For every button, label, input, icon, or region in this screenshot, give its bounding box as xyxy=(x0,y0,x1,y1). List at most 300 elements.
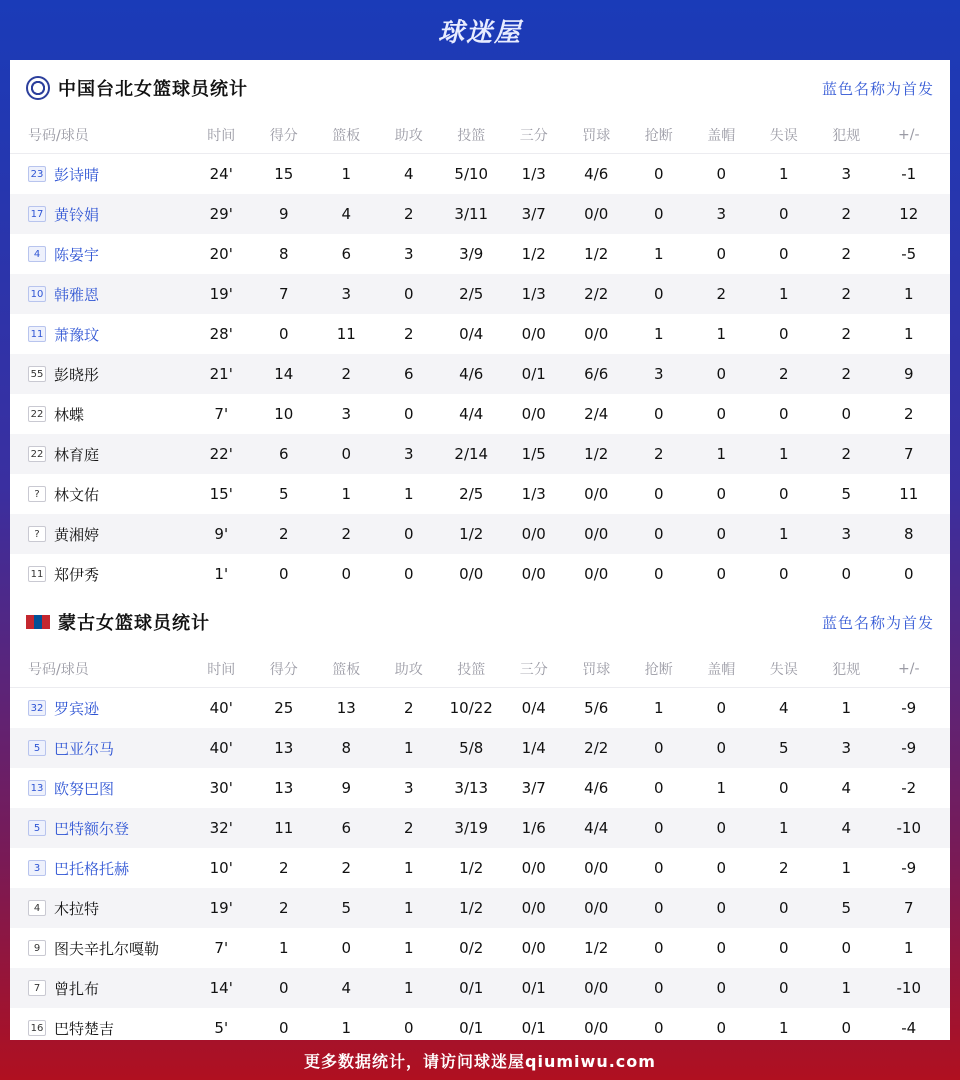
stat-cell: 1 xyxy=(716,779,727,797)
stat-cell: 1/2 xyxy=(459,525,484,543)
stat-cell: 0 xyxy=(716,819,727,837)
player-name[interactable]: 陈晏宇 xyxy=(54,245,100,264)
stat-cell: 11 xyxy=(336,325,356,343)
stat-cell: 40' xyxy=(209,739,233,757)
stat-cell: 15 xyxy=(274,165,294,183)
stat-cell: 9' xyxy=(214,525,229,543)
stat-cell: 1 xyxy=(403,979,414,997)
player-name[interactable]: 图夫辛扎尔嘎勒 xyxy=(54,939,160,958)
stat-cell: 1 xyxy=(778,819,789,837)
stat-cell: 6/6 xyxy=(584,365,609,383)
stat-cell: 4/6 xyxy=(584,779,609,797)
player-cell xyxy=(10,978,190,999)
stat-cell: 0 xyxy=(778,485,789,503)
stat-cell: 1/6 xyxy=(521,819,546,837)
team-section xyxy=(10,594,950,1048)
stat-cell: 4 xyxy=(841,779,852,797)
chinese-taipei-olympic-flag-icon xyxy=(26,76,50,100)
player-cell xyxy=(10,444,190,465)
stat-cell: 8 xyxy=(341,739,352,757)
stat-cell: 25 xyxy=(274,699,294,717)
jersey-number-badge: 5 xyxy=(28,820,46,836)
column-header[interactable]: 失误 xyxy=(769,127,798,144)
player-row xyxy=(10,554,950,594)
column-header[interactable]: 投篮 xyxy=(457,661,486,678)
stat-cell: 0 xyxy=(653,1019,664,1037)
stat-cell: 0 xyxy=(653,859,664,877)
stat-cell: 0 xyxy=(778,979,789,997)
stat-cell: 3 xyxy=(653,365,664,383)
starter-hint: 蓝色名称为首发 xyxy=(821,613,934,632)
player-name[interactable]: 巴特额尔登 xyxy=(54,819,130,838)
stat-cell: 0/1 xyxy=(459,1019,484,1037)
stat-cell: 5 xyxy=(841,485,852,503)
player-name[interactable]: 彭晓彤 xyxy=(54,365,100,384)
player-row xyxy=(10,514,950,554)
jersey-number-badge: 4 xyxy=(28,246,46,262)
stat-cell: 0 xyxy=(716,739,727,757)
stat-cell: 1 xyxy=(403,739,414,757)
column-header[interactable]: 篮板 xyxy=(332,661,361,678)
stat-cell: 0/4 xyxy=(459,325,484,343)
column-header[interactable]: 助攻 xyxy=(394,661,423,678)
stat-cell: 0/0 xyxy=(521,325,546,343)
stat-cell: 1 xyxy=(778,445,789,463)
stat-cell: 1 xyxy=(841,979,852,997)
jersey-number-badge: 11 xyxy=(28,566,46,582)
stat-cell: -10 xyxy=(896,979,921,997)
player-name[interactable]: 黄湘婷 xyxy=(54,525,100,544)
stat-cell: 1/3 xyxy=(521,165,546,183)
stat-cell: 2 xyxy=(403,699,414,717)
stat-cell: 1 xyxy=(778,285,789,303)
jersey-number-badge: 23 xyxy=(28,166,46,182)
player-row xyxy=(10,194,950,234)
stat-cell: 10 xyxy=(274,405,294,423)
stat-cell: 0/1 xyxy=(521,979,546,997)
stat-cell: 3/19 xyxy=(454,819,489,837)
player-row xyxy=(10,808,950,848)
player-name[interactable]: 木拉特 xyxy=(54,899,100,918)
stat-cell: 0 xyxy=(653,979,664,997)
stat-cell: 3/7 xyxy=(521,779,546,797)
stat-cell: 1/2 xyxy=(584,445,609,463)
stat-cell: 28' xyxy=(209,325,233,343)
stat-cell: -5 xyxy=(901,245,917,263)
stat-cell: 1 xyxy=(903,939,914,957)
column-header[interactable]: 失误 xyxy=(769,661,798,678)
stat-cell: 0 xyxy=(653,165,664,183)
stat-cell: 0 xyxy=(778,939,789,957)
player-row xyxy=(10,394,950,434)
stat-cell: 5' xyxy=(214,1019,229,1037)
column-header[interactable]: 抢断 xyxy=(644,661,673,678)
player-row xyxy=(10,728,950,768)
player-row xyxy=(10,928,950,968)
column-header[interactable]: 盖帽 xyxy=(707,127,736,144)
player-name[interactable]: 黄铃娟 xyxy=(54,205,100,224)
jersey-number-badge: 17 xyxy=(28,206,46,222)
stat-cell: 0/0 xyxy=(584,565,609,583)
stat-cell: 0 xyxy=(778,325,789,343)
stat-cell: 0 xyxy=(653,899,664,917)
stat-cell: 11 xyxy=(274,819,294,837)
player-row xyxy=(10,474,950,514)
stat-cell: 1 xyxy=(403,899,414,917)
team-section xyxy=(10,60,950,594)
stat-cell: 5 xyxy=(278,485,289,503)
stat-cell: 2 xyxy=(403,205,414,223)
stat-cell: 1 xyxy=(341,1019,352,1037)
player-row xyxy=(10,434,950,474)
player-name[interactable]: 曾扎布 xyxy=(54,979,100,998)
stat-cell: 0 xyxy=(278,325,289,343)
stat-cell: 1 xyxy=(716,445,727,463)
player-cell xyxy=(10,404,190,425)
stat-cell: 0 xyxy=(716,899,727,917)
stat-cell: 0 xyxy=(403,525,414,543)
stat-cell: 0 xyxy=(716,859,727,877)
player-row xyxy=(10,234,950,274)
stat-cell: 0/4 xyxy=(521,699,546,717)
jersey-number-badge: 55 xyxy=(28,366,46,382)
stat-cell: 0/0 xyxy=(584,325,609,343)
stat-cell: 4 xyxy=(341,205,352,223)
stat-cell: 10/22 xyxy=(449,699,493,717)
player-cell xyxy=(10,1018,190,1039)
column-header[interactable]: +/- xyxy=(898,126,920,143)
stat-cell: 0 xyxy=(716,525,727,543)
player-cell xyxy=(10,564,190,585)
stat-cell: 1/5 xyxy=(521,445,546,463)
stat-cell: 1 xyxy=(278,939,289,957)
stat-cell: 1 xyxy=(716,325,727,343)
player-cell xyxy=(10,284,190,305)
stat-cell: 0 xyxy=(778,205,789,223)
stat-cell: 0/0 xyxy=(521,899,546,917)
stat-cell: 32' xyxy=(209,819,233,837)
jersey-number-badge: 10 xyxy=(28,286,46,302)
stat-cell: 0/0 xyxy=(584,485,609,503)
stat-cell: 0 xyxy=(403,1019,414,1037)
player-cell xyxy=(10,858,190,879)
player-cell xyxy=(10,738,190,759)
column-header[interactable]: 盖帽 xyxy=(707,661,736,678)
jersey-number-badge: 4 xyxy=(28,900,46,916)
jersey-number-badge: 32 xyxy=(28,700,46,716)
stat-cell: 40' xyxy=(209,699,233,717)
stat-cell: 2 xyxy=(778,365,789,383)
stat-cell: 0 xyxy=(716,405,727,423)
stat-cell: 4 xyxy=(341,979,352,997)
jersey-number-badge: 22 xyxy=(28,406,46,422)
stat-cell: 13 xyxy=(274,739,294,757)
stat-cell: 19' xyxy=(209,285,233,303)
stat-cell: 19' xyxy=(209,899,233,917)
stat-cell: 0 xyxy=(716,165,727,183)
stat-cell: 0 xyxy=(403,405,414,423)
column-header[interactable]: +/- xyxy=(898,660,920,677)
section-header xyxy=(10,60,950,116)
player-cell xyxy=(10,524,190,545)
stat-cell: 0 xyxy=(778,245,789,263)
stat-cell: 0/1 xyxy=(459,979,484,997)
stat-cell: 4 xyxy=(841,819,852,837)
team-sections xyxy=(10,60,950,1048)
stat-cell: 1/2 xyxy=(584,245,609,263)
player-cell xyxy=(10,898,190,919)
player-row xyxy=(10,314,950,354)
stat-cell: -2 xyxy=(901,779,917,797)
jersey-number-badge: 16 xyxy=(28,1020,46,1036)
stat-cell: 0/2 xyxy=(459,939,484,957)
title-wrap xyxy=(26,609,210,635)
jersey-number-badge: 7 xyxy=(28,980,46,996)
stat-cell: 0 xyxy=(716,485,727,503)
stat-cell: 2 xyxy=(278,525,289,543)
stat-cell: 14' xyxy=(209,979,233,997)
stat-cell: 2/5 xyxy=(459,485,484,503)
footer-banner[interactable]: 更多数据统计，请访问球迷屋qiumiwu.com xyxy=(304,1051,656,1071)
stat-cell: 3 xyxy=(341,405,352,423)
player-name[interactable]: 林蝶 xyxy=(54,405,85,424)
player-name[interactable]: 萧豫玟 xyxy=(54,325,100,344)
stat-cell: 4 xyxy=(778,699,789,717)
stat-cell: 0/0 xyxy=(521,939,546,957)
stat-cell: 3 xyxy=(841,165,852,183)
stat-cell: 0 xyxy=(653,525,664,543)
player-cell xyxy=(10,938,190,959)
stat-cell: -9 xyxy=(901,739,917,757)
stat-cell: 2 xyxy=(841,245,852,263)
column-header[interactable]: 时间 xyxy=(207,127,236,144)
stat-cell: 2/4 xyxy=(584,405,609,423)
stat-cell: 0 xyxy=(278,979,289,997)
stat-cell: 13 xyxy=(336,699,356,717)
stat-cell: 22' xyxy=(209,445,233,463)
stat-cell: 0 xyxy=(716,699,727,717)
stat-cell: -4 xyxy=(901,1019,917,1037)
table-header xyxy=(10,116,950,154)
stat-cell: 3 xyxy=(403,245,414,263)
stat-cell: 0/0 xyxy=(584,1019,609,1037)
section-header xyxy=(10,594,950,650)
player-row xyxy=(10,274,950,314)
stat-cell: 0/0 xyxy=(521,859,546,877)
stat-cell: 29' xyxy=(209,205,233,223)
stat-cell: 2 xyxy=(403,819,414,837)
stat-cell: 0 xyxy=(716,979,727,997)
stat-cell: 0/1 xyxy=(521,365,546,383)
stat-cell: 1/3 xyxy=(521,285,546,303)
stat-cell: 15' xyxy=(209,485,233,503)
stat-cell: 1 xyxy=(653,699,664,717)
stat-cell: 0 xyxy=(778,565,789,583)
stat-cell: 2 xyxy=(903,405,914,423)
column-header[interactable]: 三分 xyxy=(519,127,548,144)
table-header xyxy=(10,650,950,688)
column-header[interactable]: 篮板 xyxy=(332,127,361,144)
stat-cell: -1 xyxy=(901,165,917,183)
stat-cell: 5 xyxy=(841,899,852,917)
stat-cell: 4/4 xyxy=(584,819,609,837)
stat-cell: 9 xyxy=(341,779,352,797)
stat-cell: 0 xyxy=(778,899,789,917)
column-header[interactable]: 罚球 xyxy=(582,127,611,144)
stat-cell: 2 xyxy=(841,285,852,303)
stat-cell: 6 xyxy=(341,245,352,263)
column-header[interactable]: 号码/球员 xyxy=(28,661,89,678)
stat-cell: 1 xyxy=(403,859,414,877)
player-name[interactable]: 林文佑 xyxy=(54,485,100,504)
stat-cell: 4/6 xyxy=(459,365,484,383)
stat-cell: 3/7 xyxy=(521,205,546,223)
stat-cell: -9 xyxy=(901,859,917,877)
stat-cell: 1 xyxy=(841,859,852,877)
stat-cell: 1 xyxy=(341,165,352,183)
stat-cell: 0 xyxy=(653,405,664,423)
stat-cell: 6 xyxy=(341,819,352,837)
stat-cell: 3 xyxy=(841,739,852,757)
column-header[interactable]: 罚球 xyxy=(582,661,611,678)
stat-cell: 3 xyxy=(841,525,852,543)
stat-cell: 1 xyxy=(653,245,664,263)
player-name[interactable]: 罗宾逊 xyxy=(54,699,100,718)
stat-cell: 0 xyxy=(653,565,664,583)
column-header[interactable]: 时间 xyxy=(207,661,236,678)
stat-cell: 3/13 xyxy=(454,779,489,797)
starter-hint: 蓝色名称为首发 xyxy=(821,79,934,98)
column-header[interactable]: 得分 xyxy=(269,127,298,144)
stat-cell: 1 xyxy=(778,525,789,543)
stat-cell: 0/0 xyxy=(584,205,609,223)
stat-cell: 0 xyxy=(278,1019,289,1037)
stat-cell: 0/0 xyxy=(584,859,609,877)
stat-cell: 0 xyxy=(716,1019,727,1037)
column-header[interactable]: 号码/球员 xyxy=(28,127,89,144)
stat-cell: 2 xyxy=(341,525,352,543)
stat-cell: 0 xyxy=(653,485,664,503)
stat-cell: 3/11 xyxy=(454,205,489,223)
stat-cell: 0 xyxy=(653,205,664,223)
column-header[interactable]: 犯规 xyxy=(832,661,861,678)
stat-cell: 2 xyxy=(841,205,852,223)
stat-cell: 4/6 xyxy=(584,165,609,183)
stat-cell: 0/0 xyxy=(521,565,546,583)
column-header[interactable]: 助攻 xyxy=(394,127,423,144)
stat-cell: 0 xyxy=(841,1019,852,1037)
stat-cell: 0 xyxy=(778,779,789,797)
stat-cell: 4 xyxy=(403,165,414,183)
player-name[interactable]: 欧努巴图 xyxy=(54,779,115,798)
player-cell xyxy=(10,324,190,345)
stat-cell: 3 xyxy=(403,445,414,463)
stat-cell: 11 xyxy=(899,485,919,503)
stat-cell: 2 xyxy=(841,445,852,463)
player-row xyxy=(10,768,950,808)
stat-cell: 21' xyxy=(209,365,233,383)
stat-cell: 0 xyxy=(653,739,664,757)
stat-cell: 2 xyxy=(653,445,664,463)
stat-cell: 0/0 xyxy=(584,525,609,543)
jersey-number-badge: 11 xyxy=(28,326,46,342)
player-row xyxy=(10,848,950,888)
stat-cell: 0/0 xyxy=(521,405,546,423)
player-name[interactable]: 林育庭 xyxy=(54,445,100,464)
jersey-number-badge: 3 xyxy=(28,860,46,876)
player-cell xyxy=(10,484,190,505)
stat-cell: 8 xyxy=(903,525,914,543)
stat-cell: 2 xyxy=(778,859,789,877)
stat-cell: 1/4 xyxy=(521,739,546,757)
jersey-number-badge: 13 xyxy=(28,780,46,796)
stat-cell: 2 xyxy=(341,859,352,877)
stat-cell: 6 xyxy=(278,445,289,463)
player-name[interactable]: 巴亚尔马 xyxy=(54,739,115,758)
player-name[interactable]: 郑伊秀 xyxy=(54,565,100,584)
stat-cell: 0 xyxy=(653,779,664,797)
stat-cell: 0 xyxy=(278,565,289,583)
stat-cell: 9 xyxy=(903,365,914,383)
stat-cell: 0/0 xyxy=(584,979,609,997)
jersey-number-badge: 9 xyxy=(28,940,46,956)
stat-cell: 3 xyxy=(403,779,414,797)
stat-cell: 1 xyxy=(778,165,789,183)
stat-cell: 0 xyxy=(653,819,664,837)
player-name[interactable]: 巴特楚吉 xyxy=(54,1019,115,1038)
stat-cell: 5/6 xyxy=(584,699,609,717)
jersey-number-badge: 5 xyxy=(28,740,46,756)
stat-cell: 1 xyxy=(341,485,352,503)
stat-cell: 2/5 xyxy=(459,285,484,303)
stat-cell: 1 xyxy=(653,325,664,343)
column-header[interactable]: 抢断 xyxy=(644,127,673,144)
column-header[interactable]: 得分 xyxy=(269,661,298,678)
player-name[interactable]: 韩雅恩 xyxy=(54,285,100,304)
player-row xyxy=(10,968,950,1008)
stat-cell: 0/1 xyxy=(521,1019,546,1037)
stat-cell: 2 xyxy=(841,365,852,383)
stat-cell: 10' xyxy=(209,859,233,877)
stat-cell: 1/2 xyxy=(459,899,484,917)
column-header[interactable]: 三分 xyxy=(519,661,548,678)
stat-cell: 2 xyxy=(278,859,289,877)
player-name[interactable]: 彭诗晴 xyxy=(54,165,100,184)
stat-cell: 5 xyxy=(341,899,352,917)
stat-cell: 3 xyxy=(341,285,352,303)
column-header[interactable]: 犯规 xyxy=(832,127,861,144)
stat-cell: 0 xyxy=(716,365,727,383)
player-row xyxy=(10,888,950,928)
stat-cell: 0 xyxy=(403,565,414,583)
stat-cell: 14 xyxy=(274,365,294,383)
stat-cell: 1' xyxy=(214,565,229,583)
stat-cell: 1/2 xyxy=(584,939,609,957)
stat-cell: 2 xyxy=(278,899,289,917)
player-row xyxy=(10,154,950,194)
stat-cell: 20' xyxy=(209,245,233,263)
stat-cell: 3/9 xyxy=(459,245,484,263)
player-cell xyxy=(10,364,190,385)
stat-cell: -9 xyxy=(901,699,917,717)
column-header[interactable]: 投篮 xyxy=(457,127,486,144)
stat-cell: 0 xyxy=(841,939,852,957)
stat-cell: 0 xyxy=(903,565,914,583)
stat-cell: 1/2 xyxy=(521,245,546,263)
brand-logo: 球迷屋 xyxy=(437,17,522,48)
stat-cell: 0/0 xyxy=(459,565,484,583)
player-name[interactable]: 巴托格托赫 xyxy=(54,859,130,878)
